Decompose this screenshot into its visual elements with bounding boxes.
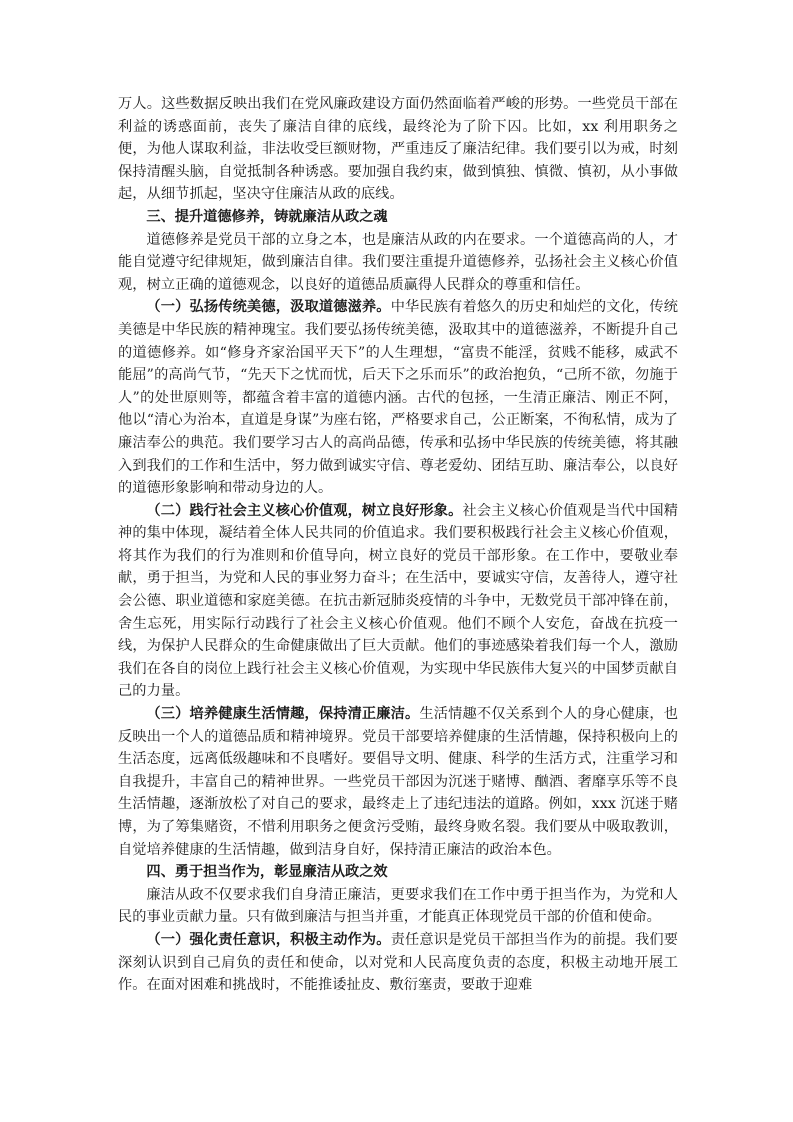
paragraph-s3-3-body: 生活情趣不仅关系到个人的身心健康，也反映出一个人的道德品质和精神境界。党员干部要培养健康的生活情趣，保持积极向上的生活态度，远离低级趣味和不良嗜好。要倡导文明、健康、科学的生活方式，注重学习和自我提升，丰富自己的精神世界。一些党员干部因为沉迷于赌博、酗酒、奢靡享乐等不良生活情趣，逐渐放松了对自己的要求，最终走上了违纪违法的道路。例如，xxx 沉迷于赌博，为了筹集赌资，不惜利用职务之便贪污受贿，最终身败名裂。我们要从中吸取教训，自觉培养健康的生活情趣，做到洁身自好，保持清正廉洁的政治本色。: [118, 706, 678, 858]
section-heading-3: 三、提升道德修养，铸就廉洁从政之魂: [146, 208, 388, 225]
subheading-s3-1: （一）弘扬传统美德，汲取道德滋养。: [146, 299, 391, 316]
paragraph-s3-1: [118, 296, 678, 499]
document-body: [118, 93, 678, 997]
paragraph-s4-1: [118, 929, 678, 997]
paragraph-intro: 万人。这些数据反映出我们在党风廉政建设方面仍然面临着严峻的形势。一些党员干部在利益的诱惑面前，丧失了廉洁自律的底线，最终沦为了阶下囚。比如，xx 利用职务之便，为他人谋取利益，非法收受巨额财物，严重违反了廉洁纪律。我们要引以为戒，时刻保持清醒头脑，自觉抵制各种诱惑。要加强自我约束，做到慎独、慎微、慎初，从小事做起，从细节抓起，坚决守住廉洁从政的底线。: [118, 96, 678, 203]
subheading-s3-2: （二）践行社会主义核心价值观，树立良好形象。: [146, 502, 463, 519]
paragraph-s3-3: [118, 703, 678, 861]
paragraph-section4-intro: 廉洁从政不仅要求我们自身清正廉洁，更要求我们在工作中勇于担当作为，为党和人民的事业贡献力量。只有做到廉洁与担当并重，才能真正体现党员干部的价值和使命。: [118, 886, 678, 926]
subheading-s3-3: （三）培养健康生活情趣，保持清正廉洁。: [146, 706, 420, 723]
subheading-s4-1: （一）强化责任意识，积极主动作为。: [146, 931, 391, 948]
section-heading-4: 四、勇于担当作为，彰显廉洁从政之效: [146, 864, 388, 881]
paragraph-s4-1-body: 责任意识是党员干部担当作为的前提。我们要深刻认识到自己肩负的责任和使命，以对党和人民高度负责的态度，积极主动地开展工作。在面对困难和挑战时，不能推诿扯皮、敷衍塞责，要敢于迎难: [118, 931, 678, 994]
paragraph-s3-2: [118, 500, 678, 703]
paragraph-s3-2-body: 社会主义核心价值观是当代中国精神的集中体现，凝结着全体人民共同的价值追求。我们要积极践行社会主义核心价值观，将其作为我们的行为准则和价值导向，树立良好的党员干部形象。在工作中，要敬业奉献，勇于担当，为党和人民的事业努力奋斗；在生活中，要诚实守信，友善待人，遵守社会公德、职业道德和家庭美德。在抗击新冠肺炎疫情的斗争中，无数党员干部冲锋在前，舍生忘死，用实际行动践行了社会主义核心价值观。他们不顾个人安危，奋战在抗疫一线，为保护人民群众的生命健康做出了巨大贡献。他们的事迹感染着我们每一个人，激励我们在各自的岗位上践行社会主义核心价值观，为实现中华民族伟大复兴的中国梦贡献自己的力量。: [118, 502, 678, 700]
paragraph-s3-1-body: 中华民族有着悠久的历史和灿烂的文化，传统美德是中华民族的精神瑰宝。我们要弘扬传统美德，汲取其中的道德滋养，不断提升自己的道德修养。如“修身齐家治国平天下”的人生理想，“富贵不能淫，贫贱不能移，威武不能屈”的高尚气节，“先天下之忧而忧，后天下之乐而乐”的政治抱负，“己所不欲，勿施于人”的处世原则等，都蕴含着丰富的道德内涵。古代的包拯，一生清正廉洁、刚正不阿，他以“清心为治本，直道是身谋”为座右铭，严格要求自己，公正断案，不徇私情，成为了廉洁奉公的典范。我们要学习古人的高尚品德，传承和弘扬中华民族的传统美德，将其融入到我们的工作和生活中，努力做到诚实守信、尊老爱幼、团结互助、廉洁奉公，以良好的道德形象影响和带动身边的人。: [118, 299, 678, 497]
paragraph-section3-intro: 道德修养是党员干部的立身之本，也是廉洁从政的内在要求。一个道德高尚的人，才能自觉遵守纪律规矩，做到廉洁自律。我们要注重提升道德修养，弘扬社会主义核心价值观，树立正确的道德观念，以良好的道德品质赢得人民群众的尊重和信任。: [118, 231, 678, 293]
